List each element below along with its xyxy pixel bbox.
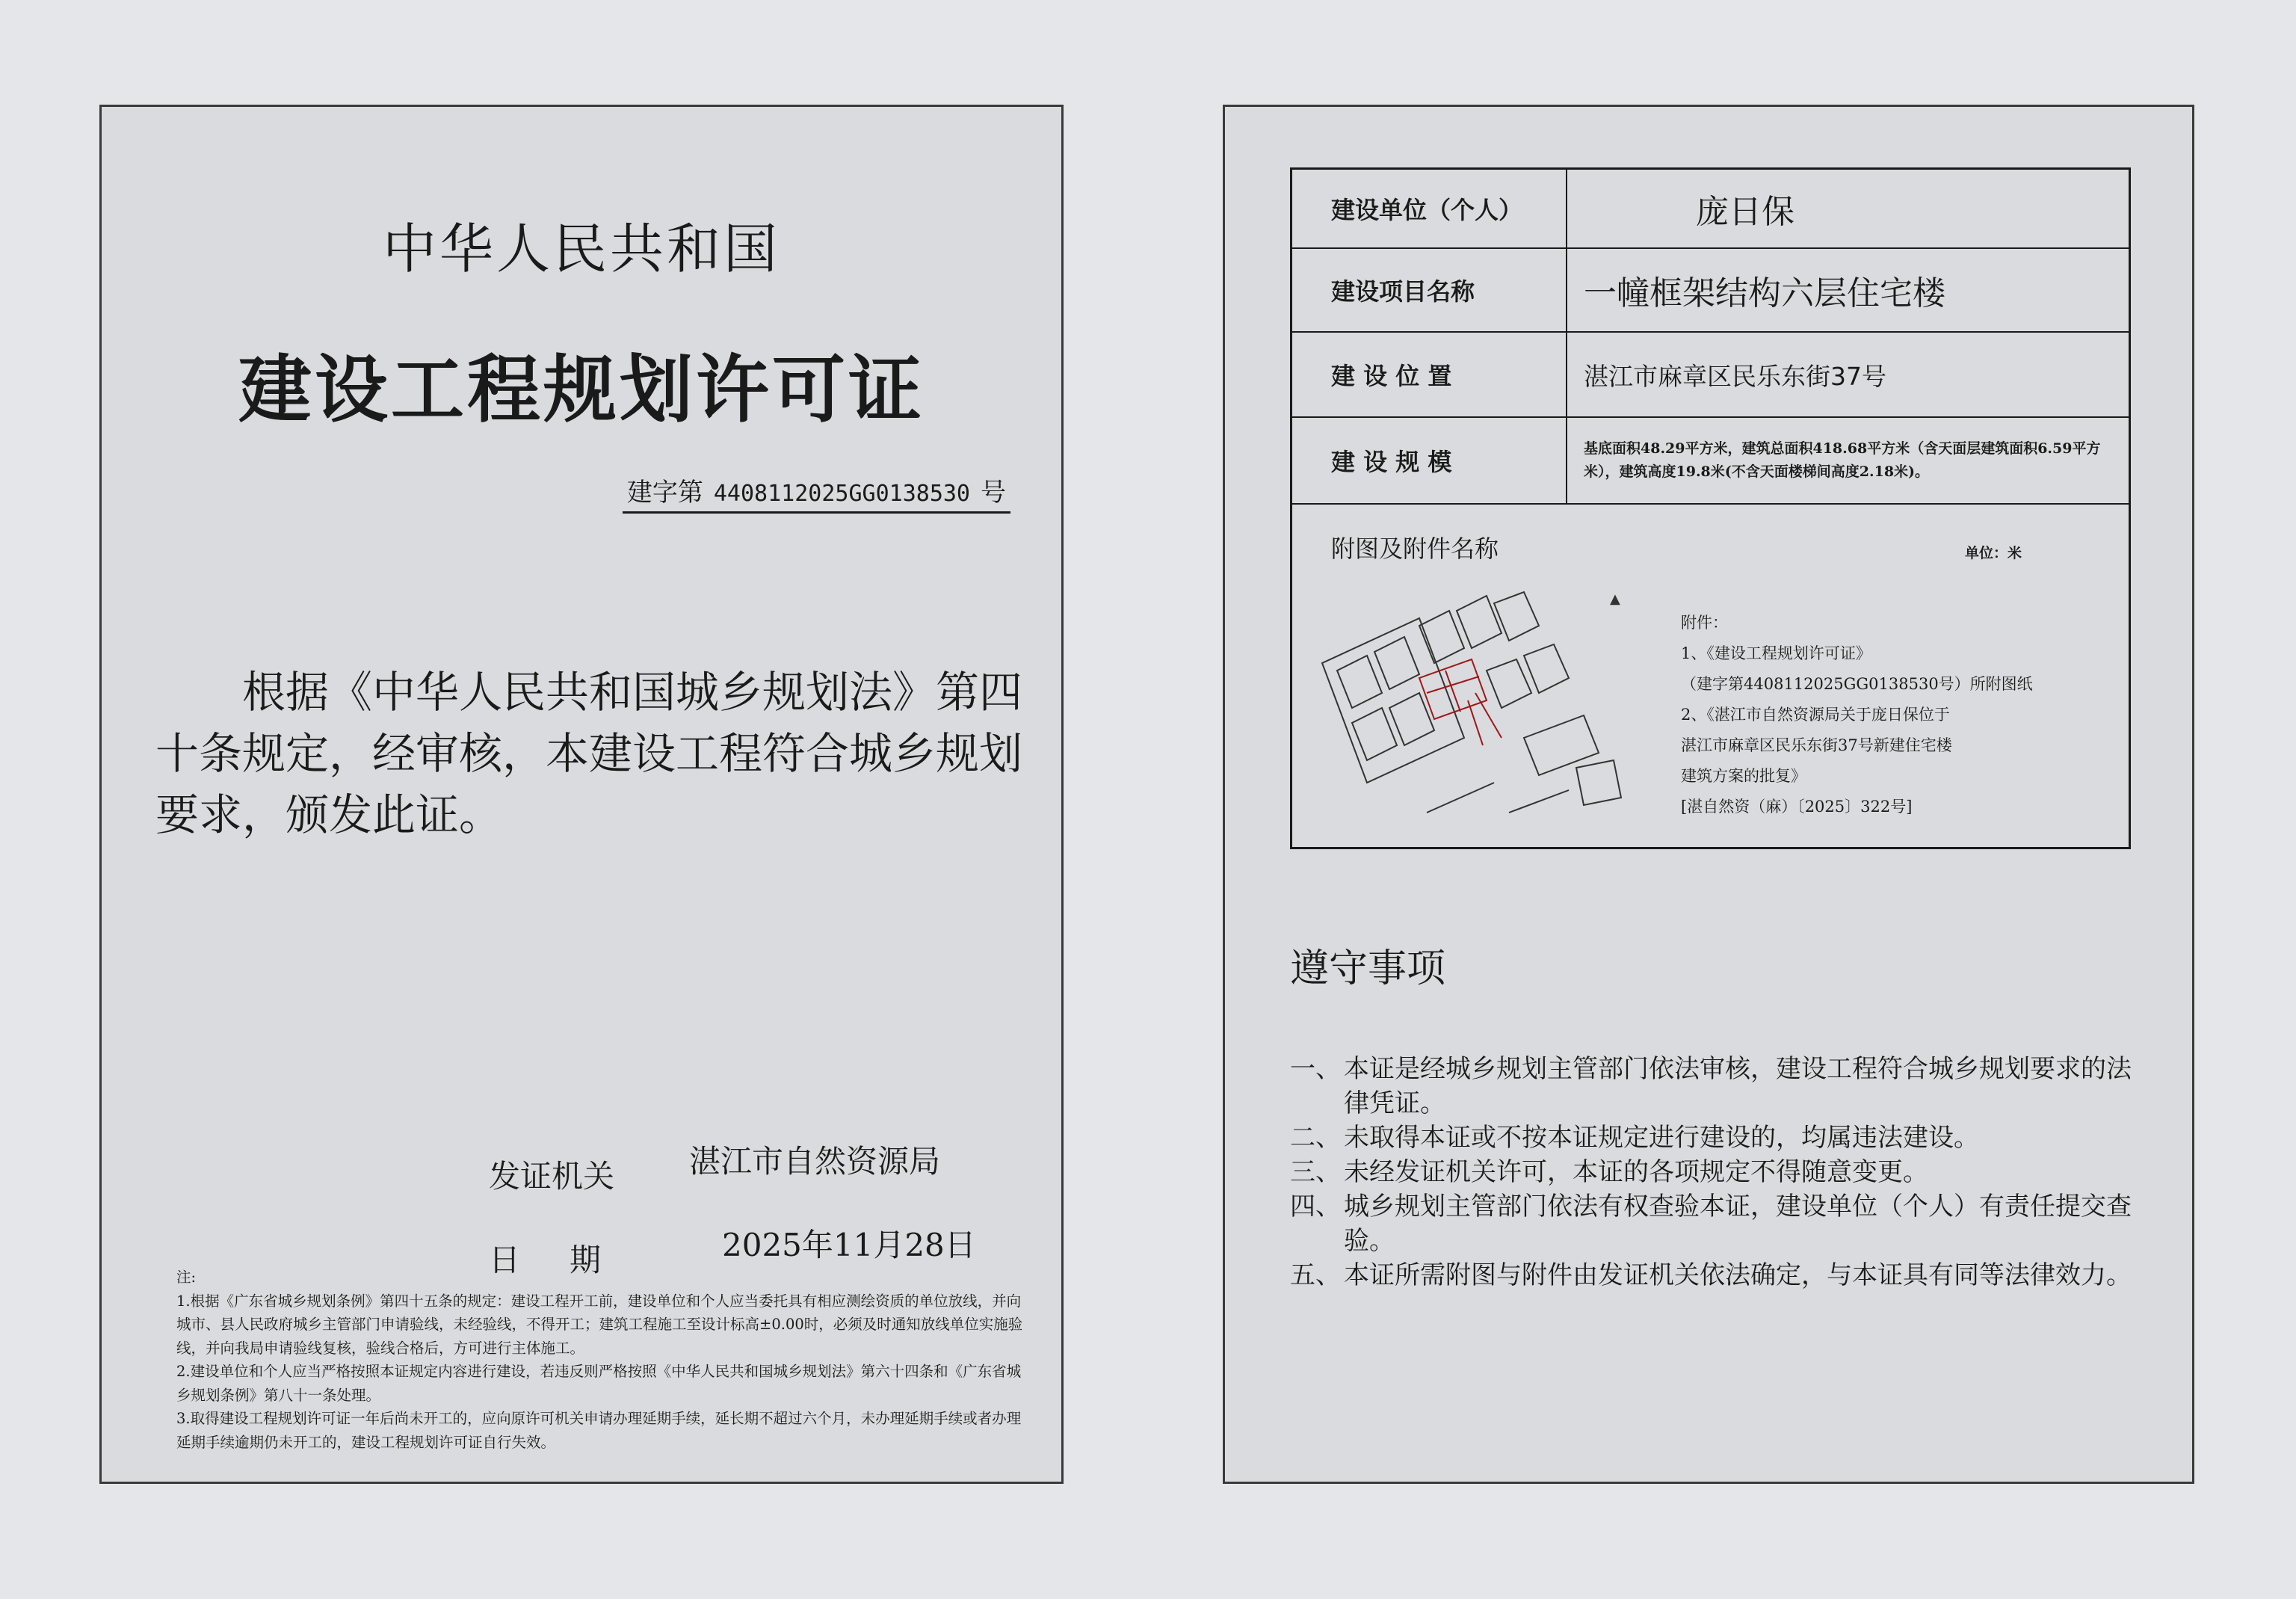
- document-title: 建设工程规划许可证: [238, 348, 925, 433]
- annex-line: 建筑方案的批复》: [1681, 767, 1806, 785]
- svg-text:▲: ▲: [1610, 591, 1620, 607]
- note-item: 1.根据《广东省城乡规划条例》第四十五条的规定：建设工程开工前，建设单位和个人应当委托具有相应测绘资质的单位放线，并向城市、县人民政府城乡主管部门申请验线，未经验线，不得开工；建筑工程施工至设计标高±0.00时，必须及时通知放线单位实施验线，并向我局申请验线复核，验线合格后，方可进行主体施工。: [176, 1292, 1023, 1357]
- table-row: [1292, 333, 2129, 418]
- table-row: [1292, 249, 2129, 333]
- observe-list: [1290, 1052, 2142, 1293]
- item-number: 四、: [1290, 1192, 1341, 1221]
- list-item: [1290, 1052, 2142, 1121]
- unit-value: 庞日保: [1696, 193, 1794, 231]
- permit-number-line: [623, 472, 1010, 514]
- annex-list: [1681, 608, 2099, 822]
- item-number: 五、: [1290, 1260, 1341, 1290]
- permit-number: 4408112025GG0138530: [713, 481, 970, 507]
- list-item: [1290, 1258, 2142, 1293]
- measurement-unit: 单位：米: [1965, 545, 2022, 561]
- scale-label: 建 设 规 模: [1292, 418, 1567, 503]
- item-number: 一、: [1290, 1054, 1341, 1084]
- annex-line: 2、《湛江市自然资源局关于庞日保位于: [1681, 706, 1950, 724]
- annex-line: （建字第4408112025GG0138530号）所附图纸: [1681, 675, 2033, 693]
- permit-number-suffix: 号: [981, 478, 1006, 508]
- item-text: 未取得本证或不按本证规定进行建设的，均属违法建设。: [1344, 1123, 1979, 1153]
- table-row: [1292, 418, 2129, 505]
- location-value: 湛江市麻章区民乐东街37号: [1584, 361, 1886, 391]
- item-text: 本证所需附图与附件由发证机关依法确定，与本证具有同等法律效力。: [1344, 1260, 2132, 1290]
- issuer-label: 发证机关: [489, 1158, 615, 1195]
- issuer-value: 湛江市自然资源局: [689, 1143, 941, 1180]
- location-label: 建 设 位 置: [1292, 333, 1567, 416]
- permit-cover-page: [99, 105, 1064, 1484]
- list-item: [1290, 1121, 2142, 1155]
- note-item: 2.建设单位和个人应当严格按照本证规定内容进行建设，若违反则严格按照《中华人民共和国城乡规划法》第六十四条和《广东省城乡规划条例》第八十一条处理。: [176, 1363, 1022, 1404]
- item-number: 二、: [1290, 1123, 1341, 1153]
- project-label: 建设项目名称: [1292, 249, 1567, 331]
- legal-basis-text: 根据《中华人民共和国城乡规划法》第四十条规定，经审核，本建设工程符合城乡规划要求，颁发此证。: [155, 667, 1023, 840]
- item-number: 三、: [1290, 1157, 1341, 1187]
- list-item: [1290, 1155, 2142, 1189]
- issue-date: 2025年11月28日: [722, 1227, 976, 1263]
- annex-line: 湛江市麻章区民乐东街37号新建住宅楼: [1681, 736, 1952, 754]
- site-plan-drawing: [1315, 588, 1644, 828]
- unit-label: 建设单位（个人）: [1292, 170, 1567, 247]
- annex-line: 附件：: [1681, 614, 1728, 632]
- annex-line: [湛自然资（麻）〔2025〕322号]: [1681, 798, 1913, 816]
- project-value: 一幢框架结构六层住宅楼: [1584, 274, 1945, 312]
- attachments-label: 附图及附件名称: [1331, 534, 1499, 563]
- country-name: 中华人民共和国: [382, 218, 780, 280]
- scale-value: 基底面积48.29平方米，建筑总面积418.68平方米（含天面层建筑面积6.59平方米），建筑高度19.8米(不含天面楼梯间高度2.18米)。: [1584, 440, 2101, 480]
- annex-line: 1、《建设工程规划许可证》: [1681, 644, 1871, 662]
- note-item: 3.取得建设工程规划许可证一年后尚未开工的，应向原许可机关申请办理延期手续，延长期不超过六个月，未办理延期手续或者办理延期手续逾期仍未开工的，建设工程规划许可证自行失效。: [176, 1410, 1022, 1451]
- date-label: 日期: [489, 1242, 651, 1278]
- item-text: 本证是经城乡规划主管部门依法审核，建设工程符合城乡规划要求的法律凭证。: [1344, 1054, 2132, 1118]
- notes-heading: 注:: [176, 1269, 197, 1286]
- permit-detail-page: [1223, 105, 2194, 1484]
- observe-title: 遵守事项: [1290, 946, 1446, 991]
- list-item: [1290, 1189, 2142, 1258]
- notes-section: [176, 1266, 1028, 1454]
- permit-info-table: [1290, 167, 2131, 849]
- table-row: [1292, 170, 2129, 249]
- permit-number-prefix: 建字第: [626, 478, 703, 508]
- item-text: 城乡规划主管部门依法有权查验本证，建设单位（个人）有责任提交查验。: [1344, 1192, 2132, 1256]
- item-text: 未经发证机关许可，本证的各项规定不得随意变更。: [1344, 1157, 1928, 1187]
